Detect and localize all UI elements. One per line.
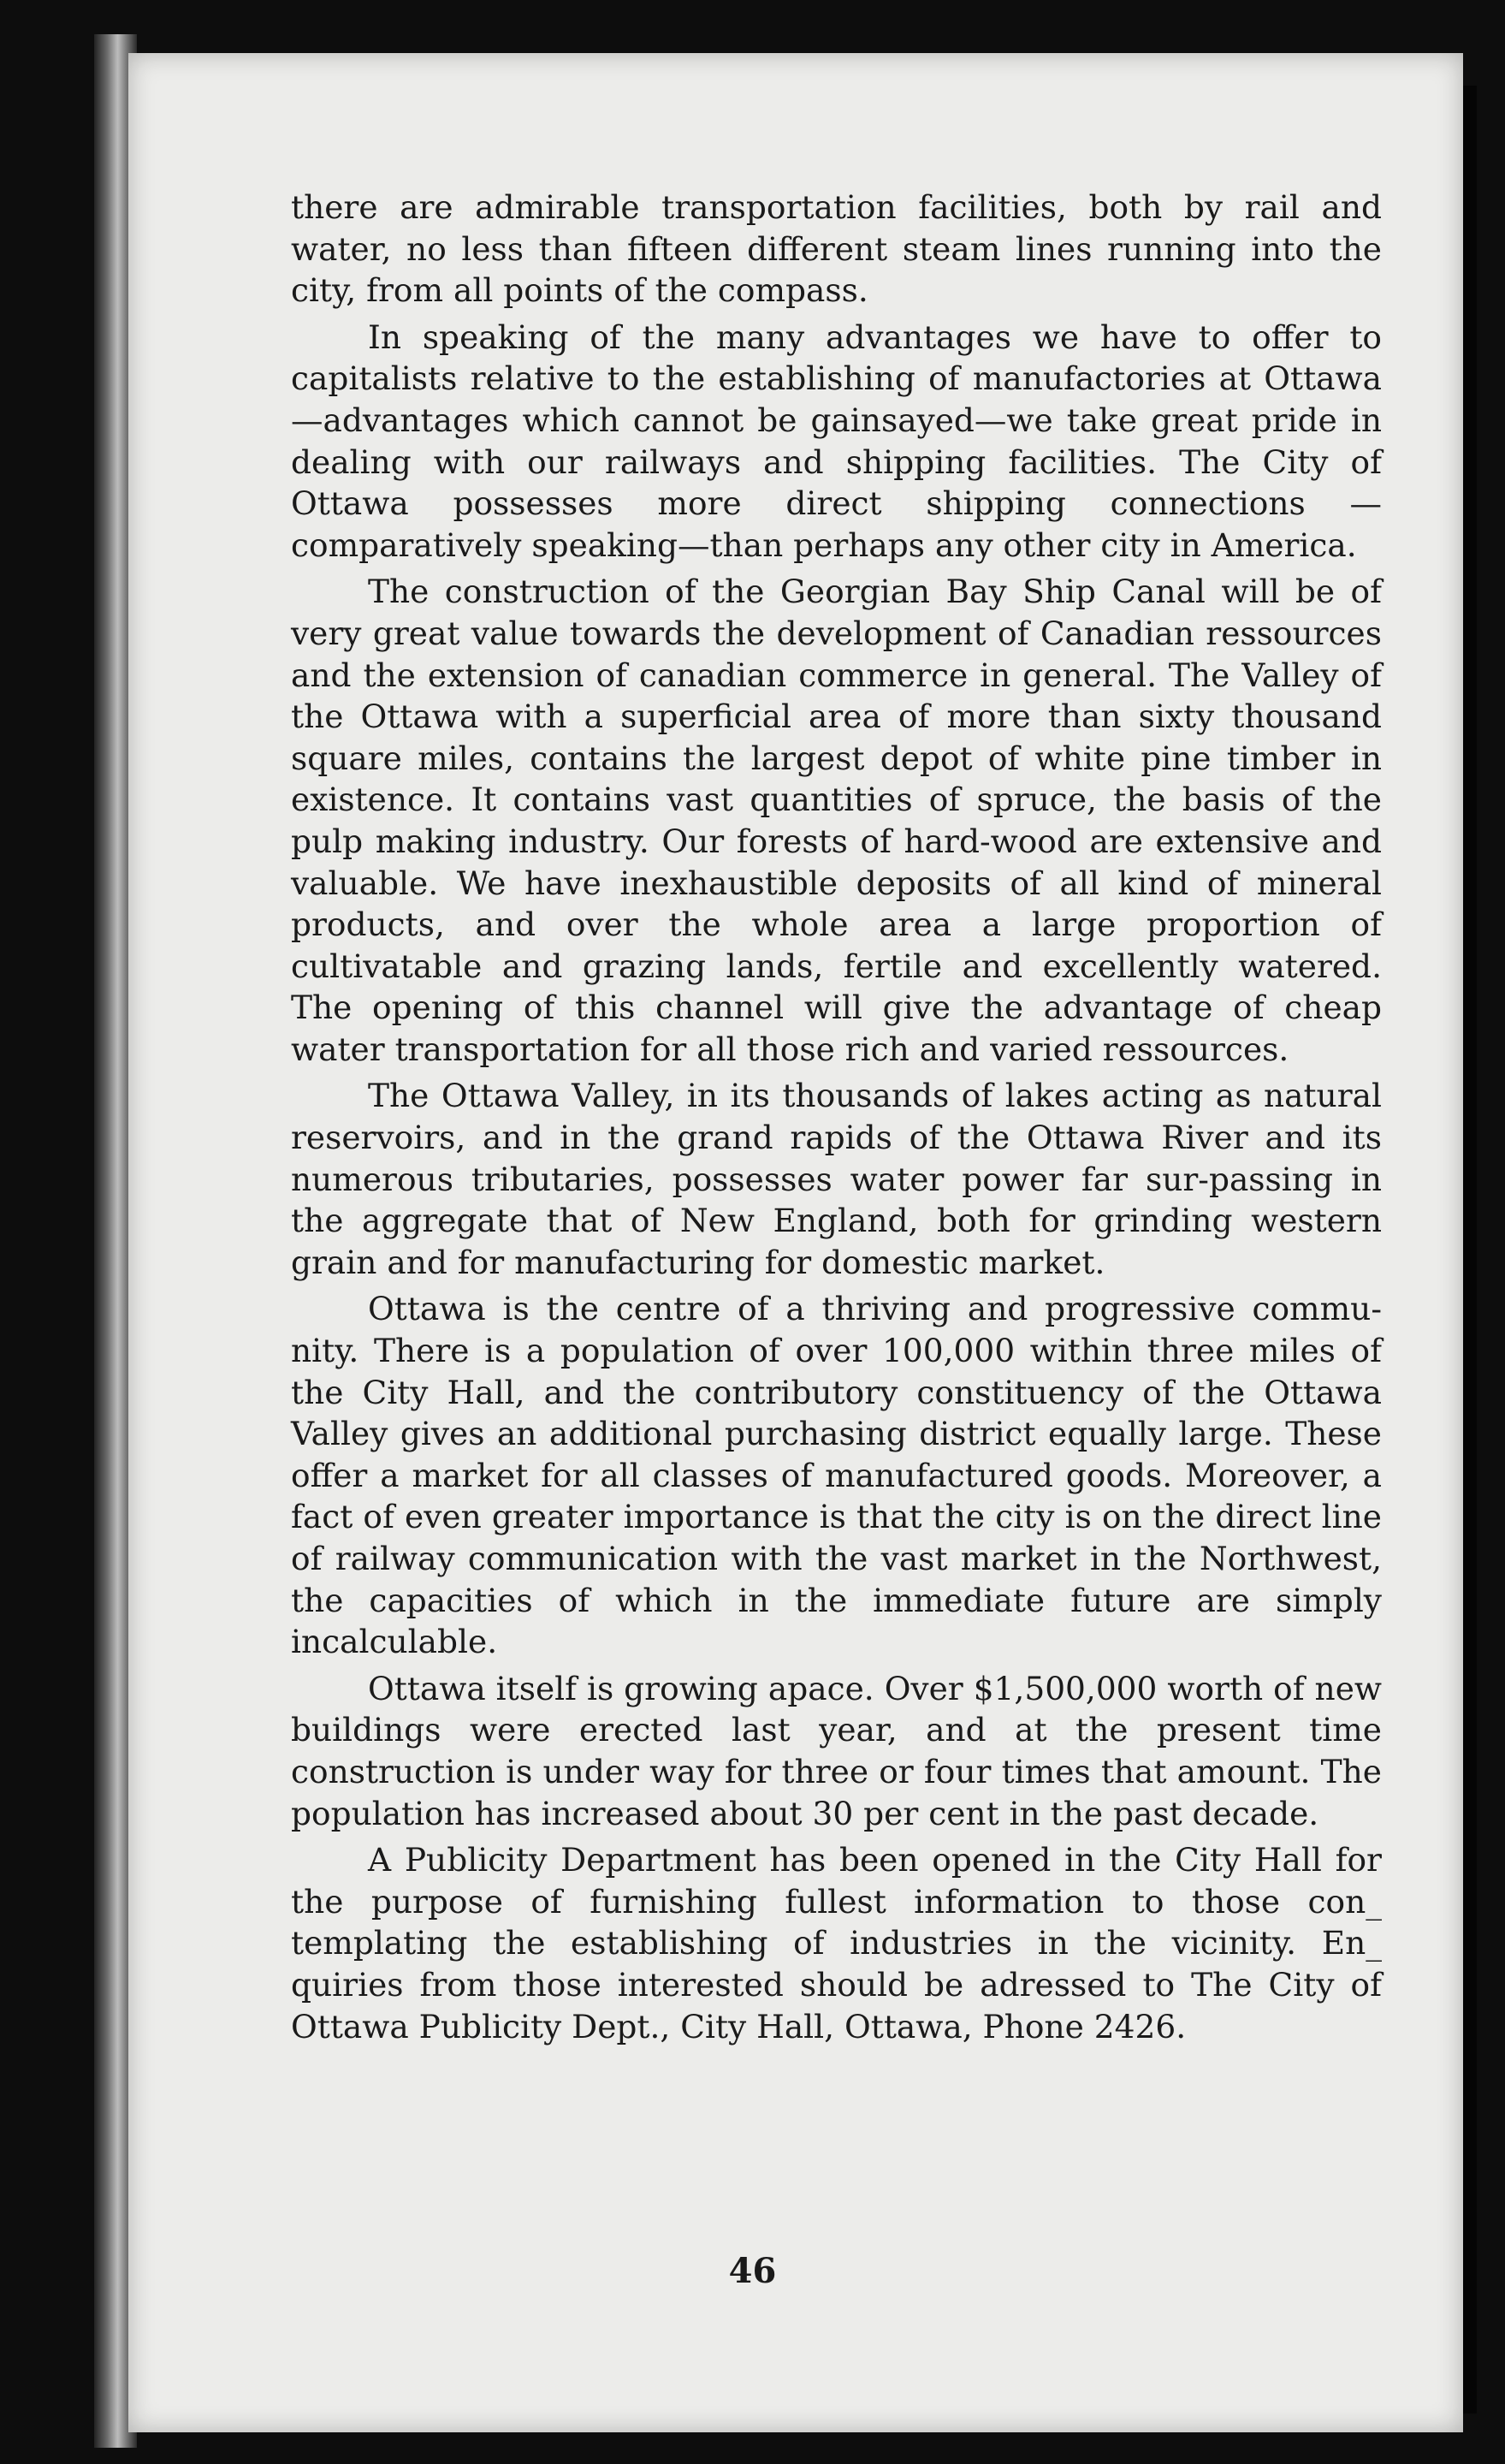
- paragraph-4: The Ottawa Valley, in its thousands of lakes acting as natural reservoirs, and in the grand rapids of the Ottawa River and its numerous tributaries, possesses water power far sur-passing in the aggregate that of New England, both for grinding western grain and for manufacturing for domestic market.: [291, 1077, 1382, 1281]
- paragraph-3: The construction of the Georgian Bay Ship Canal will be of very great value towards the development of Canadian ressources and the extension of canadian commerce in general. The Valley of the Ottawa with a superficial area of more than sixty thousand square miles, contains the largest depot of white pine timber in existence. It contains vast quantities of spruce, the basis of the pulp making industry. Our forests of hard-wood are extensive and valuable. We have inexhaustible deposits of all kind of mineral products, and over the whole area a large proportion of cultivatable and grazing lands, fertile and excellently watered. The opening of this channel will give the advantage of cheap water transportation for all those rich and varied ressources.: [291, 573, 1382, 1068]
- paragraph-1: there are admirable transportation facilities, both by rail and water, no less than fifteen different steam lines running into the city, from all points of the compass.: [291, 188, 1382, 310]
- paragraph-5: Ottawa is the centre of a thriving and progressive commu-nity. There is a population of over 100,000 within three miles of the City Hall, and the contributory constituency of the Ottawa Valley gives an additional purchasing district equally large. These offer a market for all classes of manufactured goods. Moreover, a fact of even greater importance is that the city is on the direct line of railway communication with the vast market in the Northwest, the capacities of which in the immediate future are simply incalculable.: [291, 1290, 1382, 1661]
- paragraph-2: In speaking of the many advantages we have to offer to capitalists relative to the establishing of manufactories at Ottawa —advantages which cannot be gainsayed—we take great pride in dealing with our railways and shipping facilities. The City of Ottawa possesses more direct shipping connections —comparatively speaking—than perhaps any other city in America.: [291, 318, 1382, 564]
- page-number: 46: [728, 2251, 777, 2291]
- body-text: [291, 187, 1382, 2052]
- paragraph-7: A Publicity Department has been opened in the City Hall for the purpose of furnishing fullest information to those con_ templating the establishing of industries in the vicinity. En_ quiries from those interested should be adressed to The City of Ottawa Publicity Dept., City Hall, Ottawa, Phone 2426.: [291, 1841, 1382, 2045]
- paragraph-6: Ottawa itself is growing apace. Over $1,500,000 worth of new buildings were erected last year, and at the present time construction is under way for three or four times that amount. The population has increased about 30 per cent in the past decade.: [291, 1669, 1382, 1832]
- page-right-edge: [1463, 86, 1477, 2414]
